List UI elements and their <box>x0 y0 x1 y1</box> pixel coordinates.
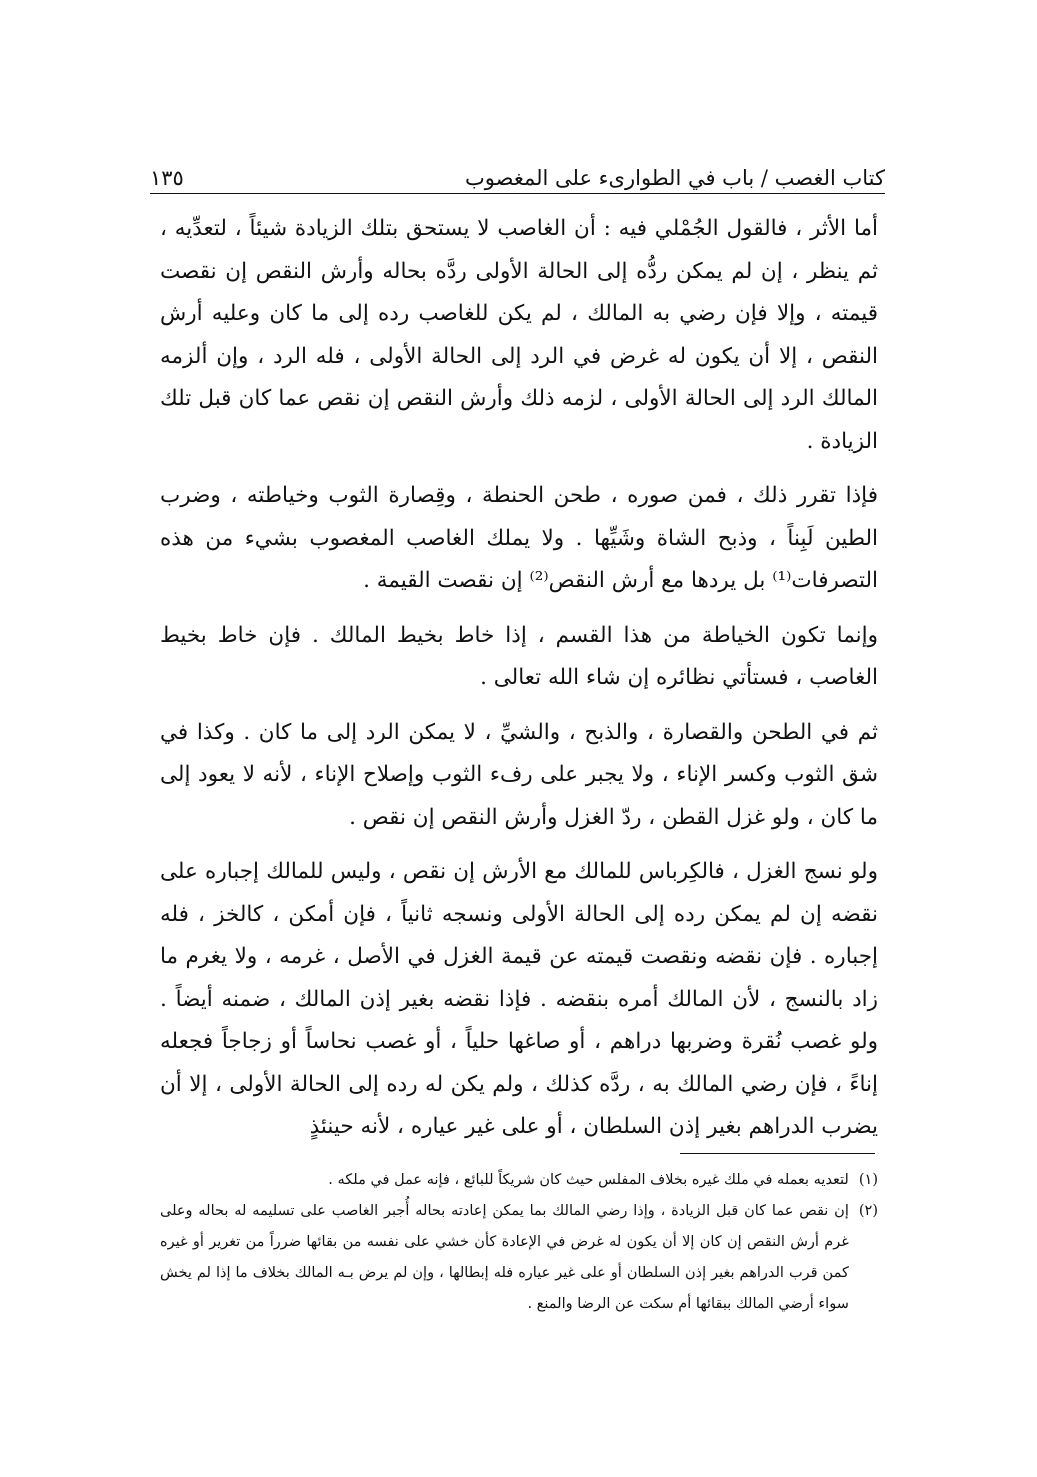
paragraph: ثم في الطحن والقصارة ، والذبح ، والشيِّ ، لا يمكن الرد إلى ما كان . وكذا في شق الثوب وكسر الإناء ، ولا يجبر على رفء الثوب وإصلاح الإناء ، لأنه لا يعود إلى ما كان ، ولو غزل القطن ، ردّ الغزل وأرش النقص إن نقص . <box>160 719 878 830</box>
footnote-text: لتعديه بعمله في ملك غيره بخلاف المفلس حيث كان شريكاً للبائع ، فإنه عمل في ملكه . <box>328 1172 849 1188</box>
paragraph: أما الأثر ، فالقول الجُمْلي فيه : أن الغاصب لا يستحق بتلك الزيادة شيئاً ، لتعدِّيه ، ثم ينظر ، إن لم يمكن ردُّه إلى الحالة الأولى ردَّه بحاله وأرش النقص إن نقصت قيمته ، وإلا فإن رضي به المالك ، لم يكن للغاصب رده إلى ما كان وعليه أرش النقص ، إلا أن يكون له غرض في الرد إلى الحالة الأولى ، فله الرد ، وإن ألزمه المالك الرد إلى الحالة الأولى ، لزمه ذلك وأرش النقص إن نقص عما كان قبل تلك الزيادة . <box>160 216 878 454</box>
running-header <box>150 150 885 190</box>
footnote <box>160 1196 878 1320</box>
running-title: كتاب الغصب / باب في الطوارىء على المغصوب <box>465 166 885 190</box>
footnotes <box>160 1165 878 1320</box>
footnote <box>160 1165 878 1196</box>
header-rule <box>150 193 885 194</box>
main-text <box>160 208 878 1149</box>
footnote-number: (١) <box>858 1172 878 1188</box>
footnote-number: (٢) <box>858 1203 878 1219</box>
footnote-text: إن نقص عما كان قبل الزيادة ، وإذا رضي المالك بما يمكن إعادته بحاله أُجبر الغاصب على تسليمه له بحاله وعلى غرم أرش النقص إن كان إلا أن يكون له غرض في الإعادة كأن خشي على نفسه من بقائها ضرراً من تغرير أو غيره كمن قرب الدراهم بغير إذن السلطان أو على غير عياره فله إبطالها ، وإن لم يرض بـه المالك بخلاف ما إذا لم يخش سواء أرضي المالك ببقائها أم سكت عن الرضا والمنع . <box>160 1203 849 1312</box>
paragraph: ولو نسج الغزل ، فالكِرباس للمالك مع الأرش إن نقص ، وليس للمالك إجباره على نقضه إن لم يمكن رده إلى الحالة الأولى ونسجه ثانياً ، فإن أمكن ، كالخز ، فله إجباره . فإن نقضه ونقصت قيمته عن قيمة الغزل في الأصل ، غرمه ، ولا يغرم ما زاد بالنسج ، لأن المالك أمره بنقضه . فإذا نقضه بغير إذن المالك ، ضمنه أيضاً . ولو غصب نُقرة وضربها دراهم ، أو صاغها حلياً ، أو غصب نحاساً أو زجاجاً فجعله إناءً ، فإن رضي المالك به ، ردَّه كذلك ، ولم يكن له رده إلى الحالة الأولى ، إلا أن يضرب الدراهم بغير إذن السلطان ، أو على غير عياره ، لأنه حينئذٍ <box>160 859 878 1139</box>
footnote-rule <box>680 1153 875 1154</box>
paragraph: وإنما تكون الخياطة من هذا القسم ، إذا خاط بخيط المالك . فإن خاط بخيط الغاصب ، فستأتي نظائره إن شاء الله تعالى . <box>160 622 878 690</box>
paragraph: فإذا تقرر ذلك ، فمن صوره ، طحن الحنطة ، وقِصارة الثوب وخياطته ، وضرب الطين لَبِناً ، وذبح الشاة وشَيِّها . ولا يملك الغاصب المغصوب بشيء من هذه التصرفات⁽¹⁾ بل يردها مع أرش النقص⁽²⁾ إن نقصت القيمة . <box>160 483 878 593</box>
page-number: ١٣٥ <box>150 166 184 190</box>
